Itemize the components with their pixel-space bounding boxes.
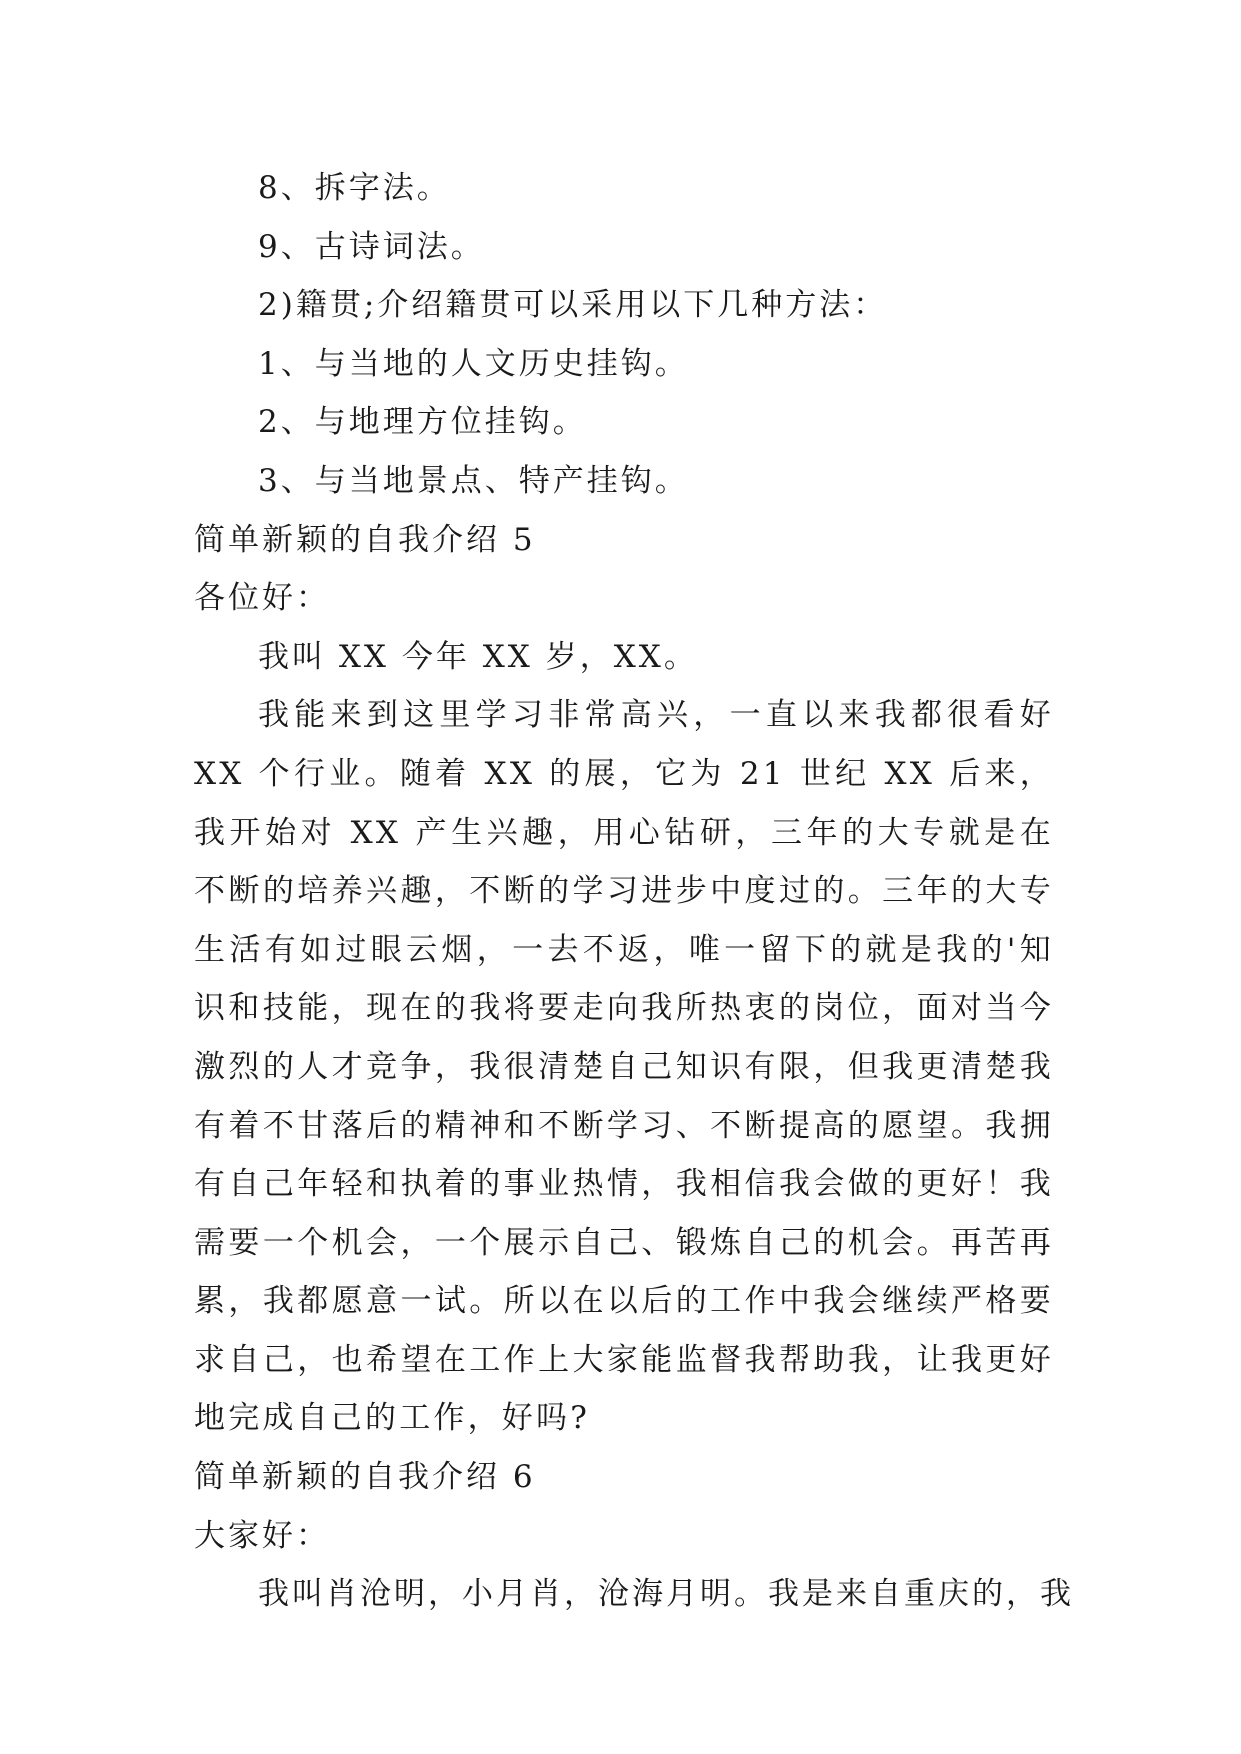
list-item: 1、与当地的人文历史挂钩。 [258,345,689,382]
list-item: 9、古诗词法。 [258,228,485,265]
document-body [194,159,1074,1624]
list-item: 3、与当地景点、特产挂钩。 [258,462,689,499]
greeting: 大家好： [194,1517,330,1554]
intro-line: 我叫 XX 今年 XX 岁，XX。 [258,638,698,675]
list-item: 2、与地理方位挂钩。 [258,404,587,441]
body-paragraph: 我能来到这里学习非常高兴，一直以来我都很看好 XX 个行业。随着 XX 的展，它为 21 世纪 XX 后来，我开始对 XX 产生兴趣，用心钻研，三年的大专就是在不断的培养兴趣，不断的学习进步中度过的。三年的大专生活有如过眼云烟，一去不返，唯一留下的就是我的'知识和技能，现在的我将要走向我所热衷的岗位，面对当今激烈的人才竞争，我很清楚自己知识有限，但我更清楚我有着不甘落后的精神和不断学习、不断提高的愿望。我拥有自己年轻和执着的事业热情，我相信我会做的更好！我需要一个机会，一个展示自己、锻炼自己的机会。再苦再累，我都愿意一试。所以在以后的工作中我会继续严格要求自己，也希望在工作上大家能监督我帮助我，让我更好地完成自己的工作，好吗? [194,697,1054,1437]
greeting: 各位好： [194,580,330,617]
section-heading: 简单新颖的自我介绍 5 [194,521,536,558]
intro-line: 我叫肖沧明，小月肖，沧海月明。我是来自重庆的，我 [258,1576,1074,1613]
list-item: 8、拆字法。 [258,170,451,206]
section-heading: 简单新颖的自我介绍 6 [194,1459,536,1496]
list-item: 2)籍贯;介绍籍贯可以采用以下几种方法： [258,287,888,324]
